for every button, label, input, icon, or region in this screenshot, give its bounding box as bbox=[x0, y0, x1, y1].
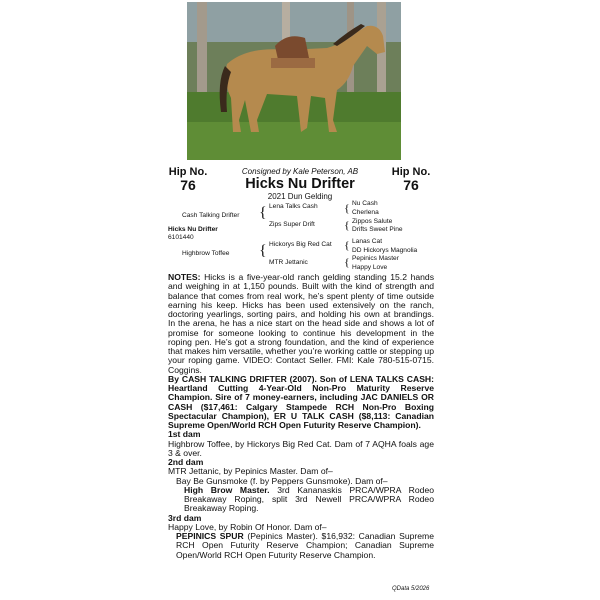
pedigree-dam-dam: MTR Jettanic bbox=[269, 259, 308, 266]
pedigree-brace: { bbox=[344, 218, 350, 232]
pedigree-ggp: Lanas Cat bbox=[352, 238, 383, 245]
third-dam-line: Happy Love, by Robin Of Honor. Dam of– bbox=[168, 521, 327, 532]
pedigree-ggp: Happy Love bbox=[352, 264, 388, 271]
consignor: Consigned by Kale Peterson, AB bbox=[241, 167, 359, 176]
pedigree-sire-sire: Lena Talks Cash bbox=[269, 203, 318, 210]
second-dam-line: MTR Jettanic, by Pepinics Master. Dam of– bbox=[168, 466, 333, 477]
produce-record: 3rd Kananaskis PRCA/WPRA Rodeo Breakaway Roping, split 3rd Newell PRCA/WPRA Rodeo Breakaway Roping. bbox=[184, 484, 434, 514]
second-dam-grandproduce bbox=[168, 486, 434, 514]
pedigree-ggp: Nu Cash bbox=[352, 200, 378, 207]
pedigree-ggp: Cherlena bbox=[352, 209, 379, 216]
pedigree-dam: Highbrow Toffee bbox=[182, 250, 230, 257]
pedigree-brace: { bbox=[259, 242, 267, 259]
hip-label: Hip No. bbox=[168, 166, 208, 178]
pedigree-ggp: Pepinics Master bbox=[352, 255, 399, 262]
pedigree-ggp: Zippos Salute bbox=[352, 218, 393, 225]
produce-name: PEPINICS SPUR bbox=[176, 531, 244, 541]
horse-name: Hicks Nu Drifter bbox=[245, 176, 355, 192]
produce-record: (Pepinics Master). $16,932: Canadian Supreme RCH Open Futurity Reserve Champion; Canadian Supreme Open/World RCH Open Futurity Reserve Champion. bbox=[176, 531, 434, 560]
hip-number: 76 bbox=[403, 177, 419, 193]
pedigree-brace: { bbox=[344, 255, 350, 269]
hip-number-left bbox=[163, 166, 213, 193]
notes-paragraph bbox=[168, 273, 434, 375]
horse-photo bbox=[187, 2, 401, 160]
notes-label: NOTES: bbox=[168, 272, 201, 282]
footer-credit: QData 5/2026 bbox=[392, 586, 430, 592]
sire-paragraph: By CASH TALKING DRIFTER (2007). Son of LENA TALKS CASH: Heartland Cutting 4-Year-Old Non-Pro Maturity Reserve Champion. Sire of 7 money-earners, including JAC DANIELS OR CASH ($17,461: Calgary Stampede RCH Non-Pro Boxing Spectacular Champion), ER U TALK CASH ($8,113: Canadian Supreme Open/World RCH Open Futurity Reserve Champion). bbox=[168, 373, 434, 430]
second-dam-produce: Bay Be Gunsmoke (f. by Peppers Gunsmoke). Dam of– bbox=[176, 475, 388, 486]
pedigree-sire: Cash Talking Drifter bbox=[182, 212, 240, 219]
produce-name: High Brow Master. bbox=[184, 484, 270, 495]
pedigree-brace: { bbox=[259, 204, 267, 221]
pedigree-ggp: DD Hickorys Magnolia bbox=[352, 247, 418, 254]
year-sex: 2021 Dun Gelding bbox=[267, 192, 333, 201]
pedigree-brace: { bbox=[344, 201, 350, 215]
hip-number-right bbox=[386, 166, 436, 193]
hip-number: 76 bbox=[180, 177, 196, 193]
pedigree-sire-dam: Zips Super Drift bbox=[269, 221, 315, 228]
pedigree-ggp: Drifts Sweet Pine bbox=[352, 226, 403, 233]
pedigree-subject: Hicks Nu Drifter bbox=[168, 226, 218, 233]
pedigree-brace: { bbox=[344, 238, 350, 252]
third-dam-heading: 3rd dam bbox=[168, 512, 202, 523]
second-dam-heading: 2nd dam bbox=[168, 457, 204, 467]
pedigree-dam-sire: Hickorys Big Red Cat bbox=[269, 241, 332, 248]
first-dam-text: Highbrow Toffee, by Hickorys Big Red Cat. Dam of 7 AQHA foals age 3 & over. bbox=[168, 438, 434, 458]
catalog-body bbox=[168, 273, 434, 560]
first-dam-heading: 1st dam bbox=[168, 429, 201, 440]
registration-number: 6101440 bbox=[168, 234, 194, 241]
notes-text: Hicks is a five-year-old ranch gelding standing 15.2 hands and weighing in at 1,150 pounds. Built with the kind of strength and balance that comes from real work, he’s spent plenty of time outside earning his keep. Hicks has been used extensively on the ranch, doctoring yearlings, sorting pairs, and holding his own at brandings. In the arena, he has a nice start on the head side and shows a lot of promise for someone looking to continue his development in the roping pen. He’s got a strong foundation, and the kind of experience that makes him versatile, whether you’re working cattle or stepping up your roping game. VIDEO: Contact Seller. FMI: Kale 780-515-0715. Coggins. bbox=[168, 272, 434, 375]
hip-label: Hip No. bbox=[391, 166, 431, 178]
third-dam-produce bbox=[168, 532, 434, 560]
